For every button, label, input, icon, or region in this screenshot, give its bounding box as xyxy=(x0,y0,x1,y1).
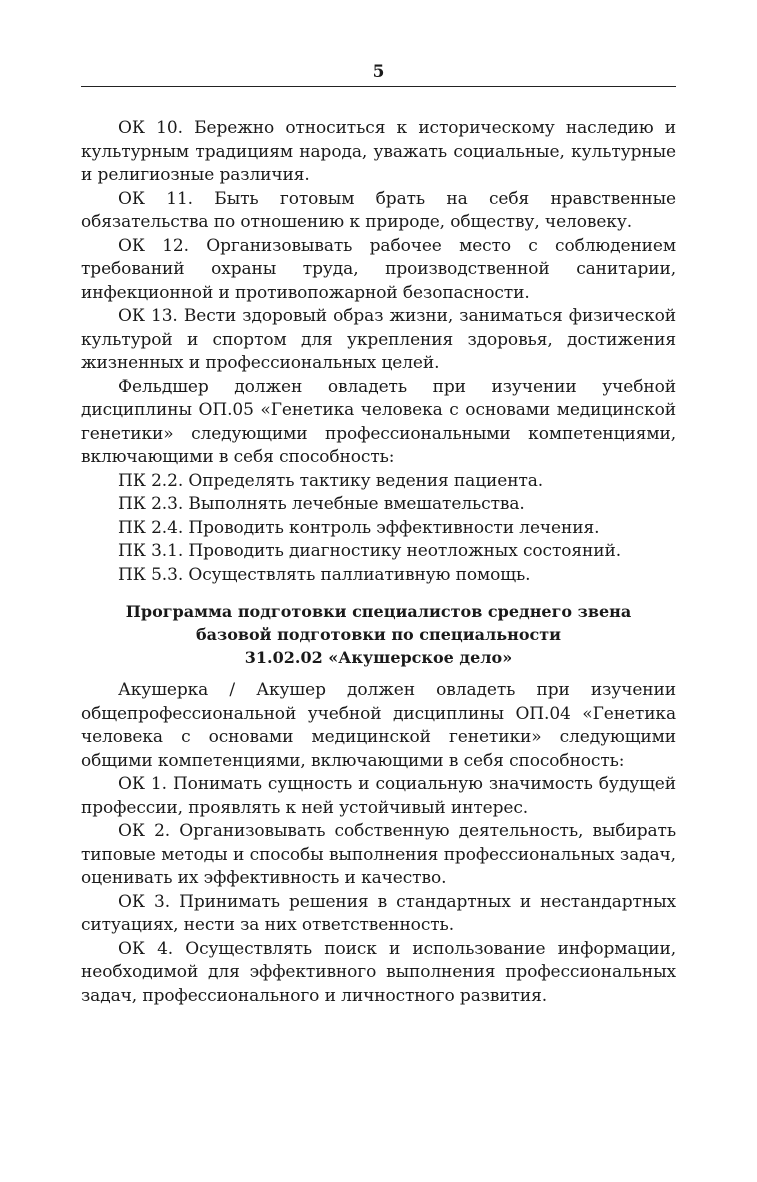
page-number: 5 xyxy=(372,62,385,82)
paragraph-ok1: ОК 1. Понимать сущность и социальную значимость будущей профессии, проявлять к ней устойчивый интерес. xyxy=(81,774,676,818)
paragraph-ok2: ОК 2. Организовывать собственную деятельность, выбирать типовые методы и способы выполнения профессиональных задач, оценивать их эффективность и качество. xyxy=(81,821,676,888)
paragraph-ok10: ОК 10. Бережно относиться к историческому наследию и культурным традициям народа, уважать социальные, культурные и религиозные различия. xyxy=(81,118,676,185)
heading-line-2: базовой подготовки по специальности xyxy=(195,625,562,644)
paragraph-pk53: ПК 5.3. Осуществлять паллиативную помощь. xyxy=(118,564,531,585)
heading-line-3: 31.02.02 «Акушерское дело» xyxy=(244,648,513,667)
paragraph-pk23: ПК 2.3. Выполнять лечебные вмешательства. xyxy=(118,494,525,514)
heading-line-1: Программа подготовки специалистов среднего звена xyxy=(125,602,632,621)
paragraph-ok13: ОК 13. Вести здоровый образ жизни, заниматься физической культурой и спортом для укрепления здоровья, достижения жизненных и профессиональных целей. xyxy=(81,306,676,373)
paragraph-akusherka: Акушерка / Акушер должен овладеть при изучении общепрофессиональной учебной дисциплины ОП.04 «Генетика человека с основами медицинской генетики» следующими общими компетенциями, включающими в себя способность: xyxy=(81,680,676,771)
paragraph-pk22: ПК 2.2. Определять тактику ведения пациента. xyxy=(118,470,544,491)
header-rule xyxy=(81,86,676,87)
paragraph-pk24: ПК 2.4. Проводить контроль эффективности лечения. xyxy=(118,517,600,538)
paragraph-feldsher: Фельдшер должен овладеть при изучении учебной дисциплины ОП.05 «Генетика человека с основами медицинской генетики» следующими профессиональными компетенциями, включающими в себя способность: xyxy=(81,376,676,467)
paragraph-ok3: ОК 3. Принимать решения в стандартных и нестандартных ситуациях, нести за них ответственность. xyxy=(81,891,676,935)
paragraph-ok11: ОК 11. Быть готовым брать на себя нравственные обязательства по отношению к природе, обществу, человеку. xyxy=(81,188,676,232)
paragraph-pk31: ПК 3.1. Проводить диагностику неотложных состояний. xyxy=(118,541,622,561)
paragraph-ok4: ОК 4. Осуществлять поиск и использование информации, необходимой для эффективного выполнения профессиональных задач, профессионального и личностного развития. xyxy=(81,938,676,1006)
body-text xyxy=(81,117,676,1008)
section-heading xyxy=(81,600,676,669)
paragraph-ok12: ОК 12. Организовывать рабочее место с соблюдением требований охраны труда, производственной санитарии, инфекционной и противопожарной безопасности. xyxy=(81,235,676,303)
